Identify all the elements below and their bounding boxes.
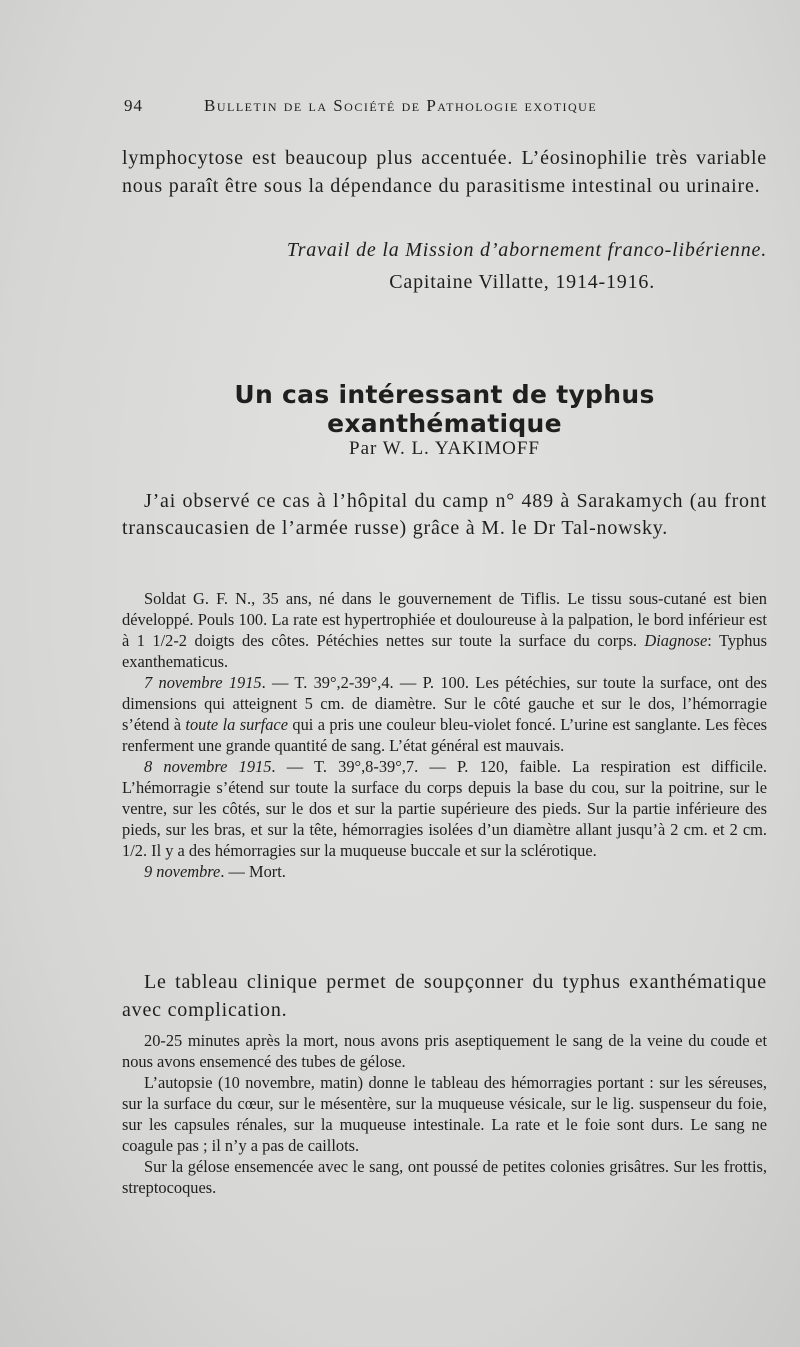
autopsy-paragraph: L’autopsie (10 novembre, matin) donne le tableau des hémorragies portant : sur les séreuses, sur la surface du cœur, sur le mésentère, sur la muqueuse vésicale, sur le lig. suspenseur du foie, sur les capsules rénales, sur la muqueuse intestinale. La rate et le foie sont durs. Le sang ne coagule pas ; il n’y a pas de caillots. (122, 1073, 767, 1155)
page-number: 94 (124, 96, 143, 115)
day-9-entry (122, 861, 767, 882)
conclusion-paragraph (122, 968, 767, 1024)
day-7-text: . — T. 39°,2-39°,4. — P. 100. Les pétéchies, sur toute la surface, ont des dimensions qui atteignent 5 cm. de diamètre. Sur le côté gauche et sur le dos, l’hémorragie s’étend à (122, 673, 767, 734)
blood-paragraph: 20-25 minutes après la mort, nous avons pris aseptiquement le sang de la veine du coude et nous avons ensemencé des tubes de gélose. (122, 1031, 767, 1071)
article-title: Un cas intéressant de typhus exanthématique (234, 380, 655, 438)
conclusion-text: Le tableau clinique permet de soupçonner du typhus exanthématique avec complication. (122, 971, 767, 1021)
day-7-entry (122, 672, 767, 756)
day-9-text: . — Mort. (220, 862, 286, 881)
running-title: Bulletin de la Société de Pathologie exotique (204, 96, 598, 115)
diagnose-text: : Typhus exanthematicus. (122, 631, 767, 671)
day-8-date: 8 novembre 1915 (144, 757, 272, 776)
day-7-text-2: qui a pris une couleur bleu-violet foncé. L’urine est sanglante. Les fèces renferment une grande quantité de sang. L’état général est mauvais. (122, 715, 767, 755)
credit-work: Travail de la Mission d’abornement franco-libérienne. (286, 239, 767, 261)
day-7-emphasis: toute la surface (185, 715, 288, 734)
case-report (122, 588, 767, 882)
day-8-text: . — T. 39°,8-39°,7. — P. 120, faible. La respiration est difficile. L’hémorragie s’étend sur toute la surface du corps depuis la base du cou, sur la poitrine, sur le ventre, sur les côtés, sur le dos et sur la partie supérieure des pieds. Sur la partie inférieure des pieds, sur les bras, et sur la tête, hémorragies isolées d’un diamètre allant jusqu’à 2 cm. et 2 cm. 1/2. Il y a des hémorragies sur la muqueuse buccale et sur la sclérotique. (122, 757, 767, 860)
credit-author: Capitaine Villatte, 1914-1916. (389, 271, 655, 293)
diagnose-label: Diagnose (644, 631, 708, 650)
case-intro (122, 588, 767, 672)
day-9-date: 9 novembre (144, 862, 221, 881)
article-byline: Par W. L. YAKIMOFF (349, 438, 540, 459)
culture-paragraph: Sur la gélose ensemencée avec le sang, ont poussé de petites colonies grisâtres. Sur les frottis, streptocoques. (122, 1157, 767, 1197)
day-7-date: 7 novembre 1915 (144, 673, 262, 692)
intro-text: lymphocytose est beaucoup plus accentuée. L’éosinophilie très variable nous paraît être sous la dépendance du parasitisme intestinal ou urinaire. (122, 147, 767, 197)
lead-text: J’ai observé ce cas à l’hôpital du camp n° 489 à Sarakamych (au front transcaucasien de l’armée russe) grâce à M. le Dr Tal-nowsky. (122, 490, 767, 539)
lead-paragraph (122, 488, 767, 542)
case-intro-text: Soldat G. F. N., 35 ans, né dans le gouvernement de Tiflis. Le tissu sous-cutané est bien développé. Pouls 100. La rate est hypertrophiée et douloureuse à la palpation, le bord inférieur est à 1 1/2-2 doigts des côtes. Pétéchies nettes sur toute la surface du corps. (122, 589, 767, 650)
autopsy-section (122, 1030, 767, 1198)
day-8-entry (122, 756, 767, 861)
intro-paragraph (122, 144, 767, 200)
intro-credit (122, 236, 767, 296)
running-header (124, 96, 764, 116)
